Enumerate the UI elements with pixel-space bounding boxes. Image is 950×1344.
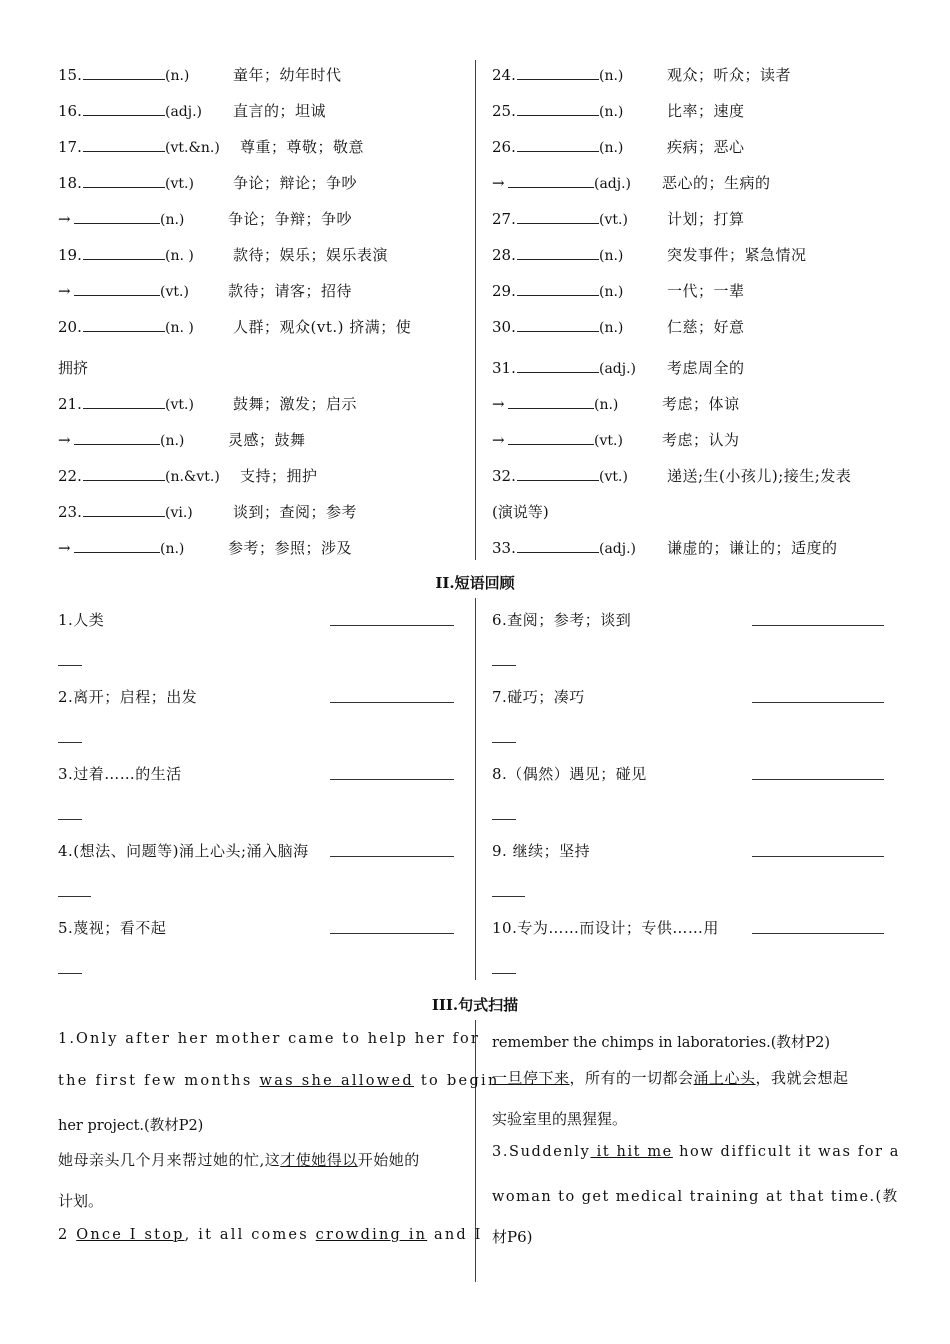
sentence-3-line-1: 3.Suddenly it hit me how difficult it was for a [492,1144,901,1160]
vocab-continuation: 拥挤 [58,359,89,377]
answer-line[interactable] [752,625,884,626]
vocab-meaning: 直言的；坦诚 [233,102,327,120]
answer-line[interactable] [330,933,454,934]
vocab-item [58,465,318,486]
answer-blank[interactable] [83,319,165,332]
vocab-item [58,244,388,265]
vocab-number: → [492,174,505,192]
vocab-number: 17. [58,138,82,156]
vocab-item [492,208,745,229]
sentence-1-line-1: 1.Only after her mother came to help her for [58,1031,480,1047]
answer-line-continuation[interactable] [492,973,516,974]
vocab-number: 30. [492,318,516,336]
vocab-number: 24. [492,66,516,84]
underlined-phrase: 才使她得以 [280,1151,358,1169]
vocab-number: 26. [492,138,516,156]
vocab-item [492,64,791,85]
answer-line[interactable] [752,856,884,857]
sentence-3-line-2: woman to get medical training at that time.(教 [492,1189,899,1205]
part-of-speech: (n.) [599,68,624,84]
vocab-number: 18. [58,174,82,192]
answer-line[interactable] [752,933,884,934]
underlined-phrase: it hit me [590,1144,673,1160]
vocab-meaning: 争论；辩论；争吵 [233,174,358,192]
part-of-speech: (vt.) [165,176,194,192]
vocab-item [492,172,771,193]
vocab-number: 33. [492,539,516,557]
answer-blank[interactable] [517,103,599,116]
underlined-phrase: 涌上心头 [693,1069,756,1087]
part-of-speech: (adj.) [599,541,637,557]
vocab-item [58,172,357,193]
part-of-speech: (vt.) [599,469,628,485]
answer-line[interactable] [330,702,454,703]
part-of-speech: (n.) [165,68,190,84]
answer-blank[interactable] [83,247,165,260]
vocab-meaning: 尊重；尊敬；敬意 [240,138,365,156]
answer-blank[interactable] [74,540,160,553]
part-of-speech: (n.) [160,212,185,228]
vocab-number: 15. [58,66,82,84]
phrase-prompt: 4.(想法、问题等)涌上心头;涌入脑海 [58,842,309,860]
section-heading-sentences: III.句式扫描 [431,996,519,1014]
underlined-phrase: crowding in [315,1227,428,1243]
vocab-item [58,64,342,85]
vocab-item [492,393,740,414]
section-heading-phrases: II.短语回顾 [435,574,515,592]
vocab-meaning: 款待；请客；招待 [228,282,353,300]
vocab-meaning: 恶心的；生病的 [662,174,771,192]
answer-blank[interactable] [517,67,599,80]
answer-line-continuation[interactable] [58,896,91,897]
part-of-speech: (n.) [599,104,624,120]
sentence-2-translation-line-2: 实验室里的黑猩猩。 [492,1110,628,1128]
vocab-item [58,537,352,558]
vocab-meaning: 争论；争辩；争吵 [228,210,353,228]
phrase-prompt: 2.离开；启程；出发 [58,688,198,706]
column-divider-2 [475,598,476,980]
answer-line[interactable] [330,625,454,626]
answer-blank[interactable] [517,211,599,224]
vocab-number: 19. [58,246,82,264]
part-of-speech: (n.) [594,397,619,413]
answer-line-continuation[interactable] [58,819,82,820]
vocab-item [58,429,306,450]
answer-blank[interactable] [517,319,599,332]
part-of-speech: (n.) [599,284,624,300]
vocab-item [492,136,745,157]
vocab-meaning: 疾病；恶心 [667,138,745,156]
answer-line[interactable] [330,856,454,857]
phrase-prompt: 9. 继续；坚持 [492,842,591,860]
part-of-speech: (vt.) [599,212,628,228]
part-of-speech: (n.) [160,541,185,557]
answer-line-continuation[interactable] [492,896,525,897]
part-of-speech: (n.&vt.) [165,469,220,485]
vocab-meaning: 童年；幼年时代 [233,66,342,84]
answer-blank[interactable] [517,283,599,296]
answer-line-continuation[interactable] [58,665,82,666]
part-of-speech: (n. ) [165,248,194,264]
part-of-speech: (vt.) [165,397,194,413]
vocab-number: 31. [492,359,516,377]
vocab-meaning: 考虑周全的 [667,359,745,377]
underlined-phrase: was she allowed [259,1073,414,1089]
phrase-prompt: 3.过着……的生活 [58,765,182,783]
answer-blank[interactable] [83,504,165,517]
vocab-number: 23. [58,503,82,521]
vocab-item [492,316,745,337]
vocab-item [58,280,352,301]
underlined-phrase: Once I stop [76,1227,185,1243]
vocab-number: → [492,431,505,449]
sentence-2-line-2: remember the chimps in laboratories.(教材P2) [492,1035,831,1051]
vocab-item [58,501,357,522]
vocab-meaning: 参考；参照；涉及 [228,539,353,557]
answer-line-continuation[interactable] [492,742,516,743]
answer-blank[interactable] [83,103,165,116]
sentence-1-translation: 她母亲头几个月来帮过她的忙,这才使她得以开始她的 [58,1151,420,1169]
vocab-item [58,100,326,121]
answer-blank[interactable] [517,247,599,260]
phrase-prompt: 1.人类 [58,611,105,629]
answer-blank[interactable] [74,432,160,445]
part-of-speech: (n.) [599,140,624,156]
vocab-number: 20. [58,318,82,336]
answer-blank[interactable] [508,432,594,445]
part-of-speech: (adj.) [594,176,632,192]
vocab-number: 28. [492,246,516,264]
vocab-meaning: 递送;生(小孩儿);接生;发表 [667,467,852,485]
answer-blank[interactable] [83,396,165,409]
phrase-prompt: 7.碰巧；凑巧 [492,688,585,706]
answer-blank[interactable] [517,360,599,373]
vocab-number: → [492,395,505,413]
vocab-item [492,280,745,301]
vocab-meaning: 一代；一辈 [667,282,745,300]
vocab-meaning: 谦虚的；谦让的；适度的 [667,539,838,557]
part-of-speech: (adj.) [165,104,203,120]
answer-blank[interactable] [508,175,594,188]
sentence-1-line-3: her project.(教材P2) [58,1118,204,1134]
vocab-continuation: (演说等) [492,503,549,521]
vocab-meaning: 款待；娱乐；娱乐表演 [233,246,389,264]
column-divider-1 [475,60,476,560]
vocab-number: → [58,431,71,449]
vocab-meaning: 计划；打算 [667,210,745,228]
answer-blank[interactable] [83,67,165,80]
answer-blank[interactable] [83,139,165,152]
vocab-meaning: 灵感；鼓舞 [228,431,306,449]
vocab-meaning: 仁慈；好意 [667,318,745,336]
vocab-item [492,244,807,265]
sentence-1-translation-line-2: 计划。 [58,1192,104,1210]
vocab-meaning: 支持；拥护 [240,467,318,485]
vocab-number: 29. [492,282,516,300]
answer-blank[interactable] [74,211,160,224]
sentence-2-line-1: 2 Once I stop, it all comes crowding in and I [58,1227,483,1243]
vocab-item [58,208,352,229]
part-of-speech: (n.) [160,433,185,449]
answer-blank[interactable] [508,396,594,409]
vocab-item [58,393,357,414]
vocab-number: → [58,210,71,228]
vocab-item [58,357,88,378]
vocab-meaning: 考虑；认为 [662,431,740,449]
part-of-speech: (vt.) [594,433,623,449]
vocab-number: → [58,282,71,300]
vocab-item [492,100,745,121]
phrase-prompt: 8.（偶然）遇见；碰见 [492,765,647,783]
answer-line[interactable] [752,779,884,780]
sentence-2-translation: 一旦停下来，所有的一切都会涌上心头，我就会想起 [492,1069,849,1087]
vocab-meaning: 考虑；体谅 [662,395,740,413]
vocab-number: 27. [492,210,516,228]
answer-blank[interactable] [517,139,599,152]
vocab-item [492,429,740,450]
answer-line[interactable] [752,702,884,703]
vocab-item [492,537,838,558]
vocab-number: 21. [58,395,82,413]
part-of-speech: (vt.) [160,284,189,300]
phrase-prompt: 6.查阅；参考；谈到 [492,611,632,629]
answer-blank[interactable] [74,283,160,296]
answer-blank[interactable] [83,468,165,481]
vocab-meaning: 人群；观众(vt.) 挤满；使 [233,318,412,336]
answer-line[interactable] [330,779,454,780]
part-of-speech: (adj.) [599,361,637,377]
part-of-speech: (n. ) [165,320,194,336]
vocab-number: 32. [492,467,516,485]
sentence-3-line-3: 材P6) [492,1228,533,1246]
answer-blank[interactable] [83,175,165,188]
sentence-1-line-2: the first few months was she allowed to begin [58,1073,500,1089]
vocab-meaning: 鼓舞；激发；启示 [233,395,358,413]
answer-line-continuation[interactable] [58,742,82,743]
vocab-number: → [58,539,71,557]
phrase-prompt: 5.蔑视；看不起 [58,919,167,937]
phrase-prompt: 10.专为……而设计；专供……用 [492,919,719,937]
underlined-phrase: 一旦停下来 [492,1069,570,1087]
part-of-speech: (n.) [599,248,624,264]
answer-line-continuation[interactable] [492,665,516,666]
part-of-speech: (vi.) [165,505,193,521]
vocab-item [58,136,364,157]
vocab-meaning: 谈到；查阅；参考 [233,503,358,521]
answer-blank[interactable] [517,468,599,481]
vocab-item [492,357,745,378]
part-of-speech: (vt.&n.) [165,140,220,156]
answer-blank[interactable] [517,540,599,553]
vocab-item [492,501,549,522]
vocab-meaning: 观众；听众；读者 [667,66,792,84]
answer-line-continuation[interactable] [492,819,516,820]
vocab-meaning: 比率；速度 [667,102,745,120]
vocab-item [492,465,851,486]
vocab-item [58,316,411,337]
answer-line-continuation[interactable] [58,973,82,974]
vocab-number: 25. [492,102,516,120]
vocab-meaning: 突发事件；紧急情况 [667,246,807,264]
vocab-number: 22. [58,467,82,485]
vocab-number: 16. [58,102,82,120]
part-of-speech: (n.) [599,320,624,336]
